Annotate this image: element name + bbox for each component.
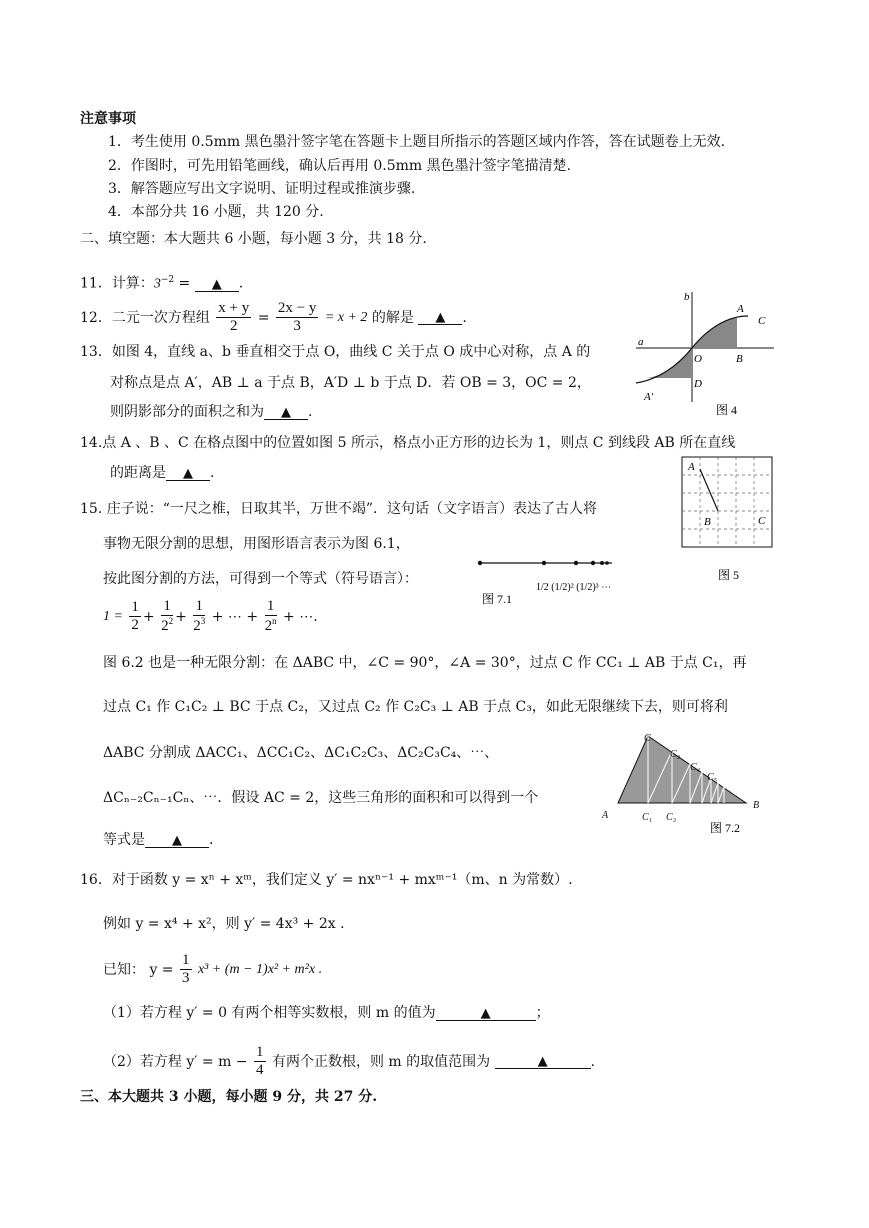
label-C3: C₃: [666, 812, 677, 823]
shaded-region-upper: [692, 318, 737, 348]
question-13-line2: 对称点是点 A′，AB ⊥ a 于点 B，A′D ⊥ b 于点 D．若 OB = 3，OC = 2，: [110, 375, 591, 391]
question-11: 11．计算：$3^{-2}$ = ▲ .: [80, 275, 244, 292]
note-item-2: 2．作图时，可先用铅笔画线，确认后再用 0.5mm 黑色墨汁签字笔描清楚.: [108, 158, 572, 174]
answer-blank-12[interactable]: ▲: [418, 310, 462, 325]
label-B: B: [753, 800, 760, 811]
label-C5: C₅: [707, 772, 718, 783]
label-b: b: [684, 291, 690, 303]
question-15-line8: ΔCₙ₋₂Cₙ₋₁Cₙ、⋯．假设 AC = 2，这些三角形的面积和可以得到一个: [103, 790, 539, 806]
shaded-region-lower: [647, 348, 692, 378]
question-15-line2: 事物无限分割的思想，用图形语言表示为图 6.1，: [103, 536, 410, 552]
question-13-line3: 则阴影部分的面积之和为 ▲ .: [110, 404, 313, 420]
figure-7-2: [598, 728, 768, 838]
question-16-line1: 16．对于函数 y = xⁿ + xᵐ，我们定义 y′ = nxⁿ⁻¹ + mxᵐ⁻¹（m、n 为常数）.: [80, 872, 573, 888]
question-16-line3: 已知： y = $\frac{1}{3}$ x³ + (m − 1)x² + m²x .: [103, 952, 323, 987]
label-C4: C₄: [690, 762, 701, 773]
label-O: O: [694, 353, 702, 365]
section3-heading: 三、本大题共 3 小题，每小题 9 分，共 27 分.: [80, 1089, 378, 1105]
label-A: A: [602, 810, 609, 821]
answer-blank-13[interactable]: ▲: [264, 405, 308, 420]
label-A-prime: A′: [644, 391, 654, 403]
figure-7-2-caption: 图 7.2: [710, 821, 741, 835]
label-B: B: [736, 353, 743, 365]
label-C: C: [758, 315, 766, 327]
question-15-line5: 图 6.2 也是一种无限分割：在 ΔABC 中，∠C = 90°，∠A = 30°，过点 C 作 CC₁ ⊥ AB 于点 C₁，再: [103, 655, 747, 671]
question-15-line6: 过点 C₁ 作 C₁C₂ ⊥ BC 于点 C₂，又过点 C₂ 作 C₂C₃ ⊥ AB 于点 C₃，如此无限继续下去，则可将利: [103, 699, 728, 715]
question-15-equation: 1 = $\frac{1}{2}$ + $\frac{1}{2^2}$ + $\frac{1}{2^3}$ + ⋯ + $\frac{1}{2^n}$ + ⋯.: [103, 598, 318, 635]
question-16-part2: （2）若方程 y′ = m − $\frac{1}{4}$ 有两个正数根，则 m 的取值范围为 ▲ .: [103, 1044, 596, 1079]
answer-blank-11[interactable]: ▲: [195, 277, 239, 292]
figure-4: [636, 290, 786, 420]
label-A: A: [737, 303, 744, 315]
figure-7-1: [476, 555, 636, 610]
label-C: C: [758, 515, 766, 527]
question-15-line7: ΔABC 分割成 ΔACC₁、ΔCC₁C₂、ΔC₁C₂C₃、ΔC₂C₃C₄、⋯、: [103, 745, 499, 761]
answer-blank-16-1[interactable]: ▲: [436, 1006, 536, 1021]
question-12: 12．二元一次方程组 $\frac{x + y}{2}$ = $\frac{2x - y}{3}$ = x + 2 的解是 ▲ .: [80, 300, 467, 335]
answer-blank-16-2[interactable]: ▲: [495, 1054, 591, 1069]
question-15-line9: 等式是 ▲ .: [103, 832, 214, 848]
label-A: A: [688, 461, 695, 473]
label-C2: C₂: [670, 749, 681, 760]
notes-title: 注意事项: [80, 111, 136, 127]
figure-4-caption: 图 4: [716, 403, 738, 417]
question-14-line1: 14.点 A 、B 、C 在格点图中的位置如图 5 所示，格点小正方形的边长为 1，则点 C 到线段 AB 所在直线: [80, 435, 736, 451]
label-D: D: [694, 378, 702, 390]
note-item-1: 1．考生使用 0.5mm 黑色墨汁签字笔在答题卡上题目所指示的答题区域内作答，答在试题卷上无效.: [108, 134, 726, 150]
question-14-line2: 的距离是 ▲ .: [110, 465, 215, 481]
section2-heading: 二、填空题：本大题共 6 小题，每小题 3 分，共 18 分.: [80, 231, 427, 247]
triangle-ABC: [618, 736, 746, 803]
answer-blank-14[interactable]: ▲: [166, 466, 210, 481]
figure-7-1-caption: 图 7.1: [482, 592, 513, 606]
figure-5-caption: 图 5: [718, 568, 740, 582]
label-B: B: [704, 516, 711, 528]
figure-5: [680, 455, 780, 590]
label-C: C: [644, 733, 651, 744]
label-a: a: [638, 336, 644, 348]
label-C1: C₁: [642, 812, 653, 823]
question-15-line3: 按此图分割的方法，可得到一个等式（符号语言）：: [103, 571, 418, 587]
note-item-3: 3．解答题应写出文字说明、证明过程或推演步骤.: [108, 181, 416, 197]
note-item-4: 4．本部分共 16 小题，共 120 分.: [108, 204, 324, 220]
question-13-line1: 13．如图 4，直线 a、b 垂直相交于点 O，曲线 C 关于点 O 成中心对称，点 A 的: [80, 344, 591, 360]
question-16-part1: （1）若方程 y′ = 0 有两个相等实数根，则 m 的值为 ▲ ；: [103, 1005, 550, 1021]
question-15-line1: 15. 庄子说：“一尺之椎，日取其半，万世不竭”．这句话（文字语言）表达了古人将: [80, 501, 598, 517]
question-16-line2: 例如 y = x⁴ + x²，则 y′ = 4x³ + 2x .: [103, 916, 345, 932]
figure-7-1-sequence: 1/2 (1/2)² (1/2)³ ⋯: [536, 582, 612, 593]
answer-blank-15[interactable]: ▲: [145, 833, 209, 848]
